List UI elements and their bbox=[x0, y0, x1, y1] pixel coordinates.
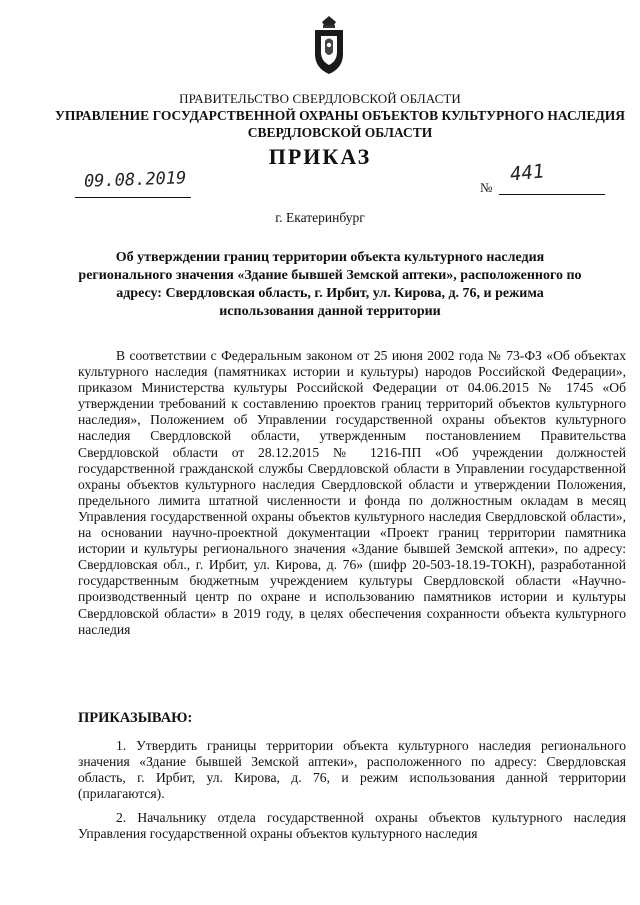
order-item-1: 1. Утвердить границы территории объекта культурного наследия регионального значения «Здание бывшей Земской аптеки», расположенного по адресу: Свердловская область, г. Ирбит, ул. Кирова, д. 76, и режим использования данной территории (прилагаются). bbox=[78, 738, 626, 802]
agency-name-line1: УПРАВЛЕНИЕ ГОСУДАРСТВЕННОЙ ОХРАНЫ ОБЪЕКТОВ КУЛЬТУРНОГО НАСЛЕДИЯ bbox=[54, 108, 626, 123]
government-name: ПРАВИТЕЛЬСТВО СВЕРДЛОВСКОЙ ОБЛАСТИ bbox=[179, 91, 461, 106]
number-label: № bbox=[480, 180, 493, 195]
agency-name-line2: СВЕРДЛОВСКОЙ ОБЛАСТИ bbox=[247, 125, 433, 140]
order-date: 09.08.2019 bbox=[83, 168, 187, 192]
order-subject: Об утверждении границ территории объекта культурного наследия регионального значения «Здание бывшей Земской аптеки», расположенного по адресу: Свердловская область, г. Ирбит, ул. Кирова, д. 76, и режима использования данной территории bbox=[78, 250, 582, 319]
order-directive-word: ПРИКАЗЫВАЮ: bbox=[78, 710, 193, 726]
city: г. Екатеринбург bbox=[275, 210, 365, 225]
order-item-2: 2. Начальнику отдела государственной охраны объектов культурного наследия Управления государственной охраны объектов культурного наследия bbox=[78, 810, 626, 842]
agency-name bbox=[50, 107, 630, 141]
coat-of-arms-icon bbox=[312, 14, 346, 76]
order-number: 441 bbox=[508, 160, 546, 186]
document-type: ПРИКАЗ bbox=[268, 144, 372, 169]
preamble-paragraph: В соответствии с Федеральным законом от 25 июня 2002 года № 73-ФЗ «Об объектах культурного наследия (памятниках истории и культуры) народов Российской Федерации», приказом Министерства культуры Российской Федерации от 04.06.2015 № 1745 «Об утверждении требований к составлению проектов границ территорий объектов культурного наследия», Положением об Управлении государственной охраны объектов культурного наследия Свердловской области, утвержденным постановлением Правительства Свердловской области от 28.12.2015 № 1216-ПП «Об учреждении должностей государственной гражданской службы Свердловской области в Управлении государственной охраны объектов культурного наследия Свердловской области и утверждении Положения, предельного лимита штатной численности и фонда по должностным окладам в месяц Управления государственной охраны объектов культурного наследия Свердловской области», на основании научно-проектной документации «Проект границ территории памятника истории и культуры регионального значения «Здание бывшей Земской аптеки», по адресу: Свердловская обл., г. Ирбит, ул. Кирова, д. 76» (шифр 20-503-18.19-ТОКН), разработанной государственным бюджетным учреждением культуры Свердловской области «Научно-производственный центр по охране и использованию памятников истории и культуры Свердловской области» в 2019 году, в целях обеспечения сохранности объекта культурного наследия bbox=[78, 348, 626, 637]
